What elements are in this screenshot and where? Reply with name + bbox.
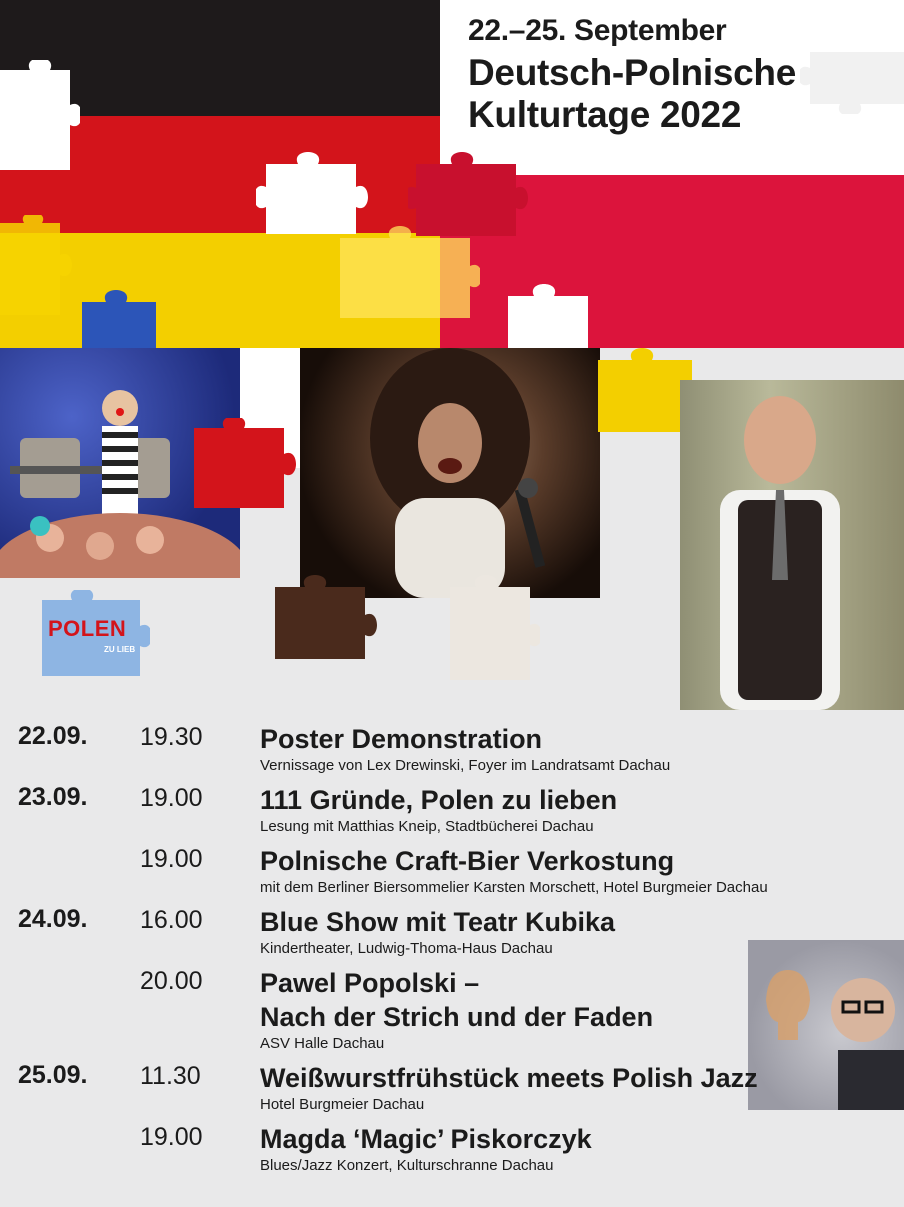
event-time: 20.00 [140, 967, 203, 995]
poster-title [468, 52, 898, 136]
event-description: ASV Halle Dachau [260, 1035, 385, 1052]
poster-header [468, 14, 898, 136]
event-schedule [18, 722, 888, 1183]
badge-sub: ZU LIEB [104, 645, 136, 654]
event-item [18, 844, 888, 905]
puzzle-piece-icon [440, 575, 540, 690]
event-date: 24.09. [18, 905, 88, 933]
event-title: Blue Show mit Teatr Kubika [260, 907, 616, 937]
event-time: 19.00 [140, 1123, 203, 1151]
date-range: 22.–25. September [468, 14, 727, 47]
event-title-line-1: Pawel Popolski – [260, 968, 480, 998]
event-description: mit dem Berliner Biersommelier Karsten Morschett, Hotel Burgmeier Dachau [260, 879, 768, 896]
title-line-1: Deutsch-Polnische [468, 52, 796, 93]
event-date: 25.09. [18, 1061, 88, 1089]
puzzle-piece-icon [0, 60, 80, 180]
event-title: Polnische Craft-Bier Verkostung [260, 846, 675, 876]
event-item [18, 783, 888, 844]
event-title [260, 966, 653, 1034]
event-description: Blues/Jazz Konzert, Kulturschranne Dachau [260, 1157, 554, 1174]
event-item [18, 1061, 888, 1122]
man-photo [680, 380, 904, 710]
event-description: Kindertheater, Ludwig-Thoma-Haus Dachau [260, 940, 553, 957]
singer-photo [300, 348, 600, 598]
event-description: Hotel Burgmeier Dachau [260, 1096, 425, 1113]
badge-label: POLEN [48, 616, 127, 641]
event-description: Vernissage von Lex Drewinski, Foyer im Landratsamt Dachau [260, 757, 671, 774]
event-time: 11.30 [140, 1062, 201, 1090]
puzzle-piece-icon [265, 575, 380, 665]
event-item [18, 722, 888, 783]
puzzle-piece-icon [330, 226, 480, 326]
event-time: 19.30 [140, 723, 203, 751]
puzzle-piece-icon [0, 215, 80, 325]
event-description: Lesung mit Matthias Kneip, Stadtbücherei Dachau [260, 818, 594, 835]
event-item [18, 905, 888, 966]
event-time: 16.00 [140, 906, 203, 934]
man-illustration [680, 380, 904, 710]
singer-illustration [300, 348, 600, 598]
event-item [18, 966, 888, 1061]
event-title: Poster Demonstration [260, 724, 543, 754]
puzzle-piece-icon [76, 288, 164, 350]
event-title-line-2: Nach der Strich und der Faden [260, 1002, 654, 1032]
event-item [18, 1122, 888, 1183]
event-title: 111 Gründe, Polen zu lieben [260, 785, 618, 815]
event-title: Magda ‘Magic’ Piskorczyk [260, 1124, 592, 1154]
event-title: Weißwurstfrühstück meets Polish Jazz [260, 1063, 758, 1093]
puzzle-piece-icon [500, 280, 596, 348]
event-time: 19.00 [140, 784, 203, 812]
event-date: 22.09. [18, 722, 88, 750]
event-date: 23.09. [18, 783, 88, 811]
puzzle-piece-icon [184, 418, 304, 518]
event-time: 19.00 [140, 845, 203, 873]
title-line-2: Kulturtage 2022 [468, 94, 742, 135]
